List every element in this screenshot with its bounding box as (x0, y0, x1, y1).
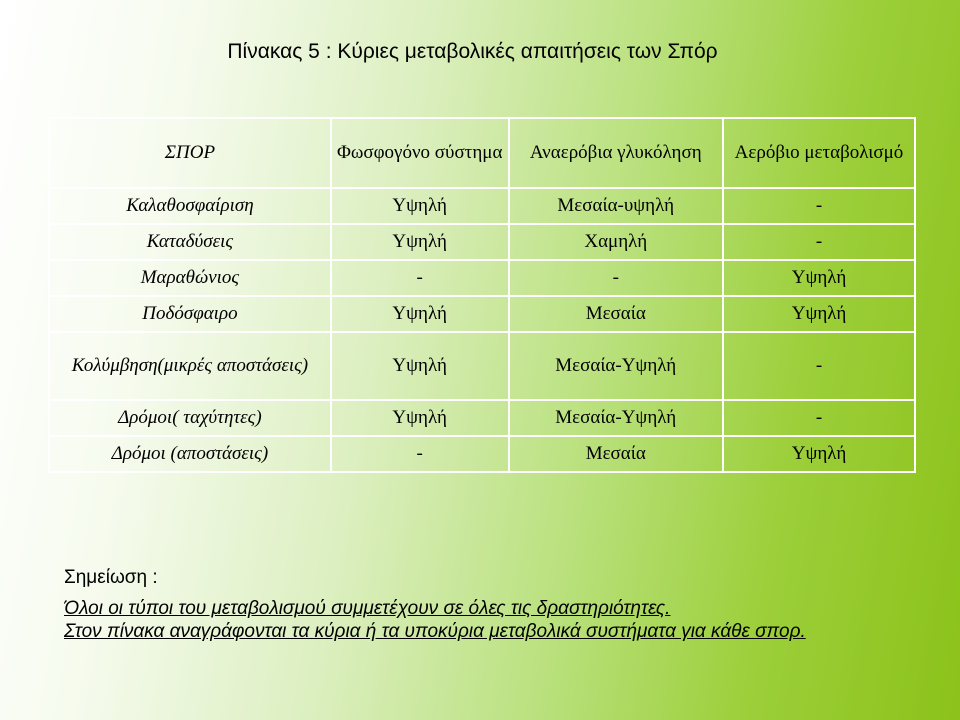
phosphagen-value: Υψηλή (331, 400, 509, 436)
glycolysis-value: Χαμηλή (509, 224, 723, 260)
glycolysis-value: Μεσαία-Υψηλή (509, 332, 723, 400)
table-row (49, 188, 915, 224)
aerobic-value: Υψηλή (723, 436, 915, 472)
note-line-2: Στον πίνακα αναγράφονται τα κύρια ή τα υποκύρια μεταβολικά συστήματα για κάθε σπορ. (64, 621, 806, 642)
aerobic-value: Υψηλή (723, 260, 915, 296)
note-heading: Σημείωση : (64, 567, 158, 588)
sport-name: Ποδόσφαιρο (49, 296, 331, 332)
sport-name: Καταδύσεις (49, 224, 331, 260)
table-row (49, 296, 915, 332)
table-row (49, 332, 915, 400)
table-row (49, 224, 915, 260)
aerobic-value: - (723, 332, 915, 400)
glycolysis-value: Μεσαία-Υψηλή (509, 400, 723, 436)
table-row (49, 436, 915, 472)
aerobic-value: - (723, 224, 915, 260)
sport-name: Δρόμοι( ταχύτητες) (49, 400, 331, 436)
glycolysis-value: Μεσαία-υψηλή (509, 188, 723, 224)
header-aerobic-metabolism: Αερόβιο μεταβολισμό (723, 118, 915, 188)
phosphagen-value: Υψηλή (331, 188, 509, 224)
page-title: Πίνακας 5 : Κύριες μεταβολικές απαιτήσεις των Σπόρ (227, 40, 718, 63)
phosphagen-value: - (331, 260, 509, 296)
metabolic-requirements-table (48, 117, 916, 473)
note-block (64, 566, 944, 643)
sport-name: Κολύμβηση(μικρές αποστάσεις) (49, 332, 331, 400)
note-line-1: Όλοι οι τύποι του μεταβολισμού συμμετέχουν σε όλες τις δραστηριότητες. (64, 598, 671, 619)
aerobic-value: Υψηλή (723, 296, 915, 332)
table-row (49, 260, 915, 296)
header-sport: ΣΠΟΡ (49, 118, 331, 188)
table-row (49, 400, 915, 436)
glycolysis-value: Μεσαία (509, 296, 723, 332)
phosphagen-value: Υψηλή (331, 224, 509, 260)
phosphagen-value: Υψηλή (331, 332, 509, 400)
glycolysis-value: - (509, 260, 723, 296)
table-header-row (49, 118, 915, 188)
header-anaerobic-glycolysis: Αναερόβια γλυκόληση (509, 118, 723, 188)
header-phosphagen-system: Φωσφογόνο σύστημα (331, 118, 509, 188)
sport-name: Δρόμοι (αποστάσεις) (49, 436, 331, 472)
sport-name: Καλαθοσφαίριση (49, 188, 331, 224)
phosphagen-value: Υψηλή (331, 296, 509, 332)
sport-name: Μαραθώνιος (49, 260, 331, 296)
phosphagen-value: - (331, 436, 509, 472)
aerobic-value: - (723, 400, 915, 436)
glycolysis-value: Μεσαία (509, 436, 723, 472)
aerobic-value: - (723, 188, 915, 224)
